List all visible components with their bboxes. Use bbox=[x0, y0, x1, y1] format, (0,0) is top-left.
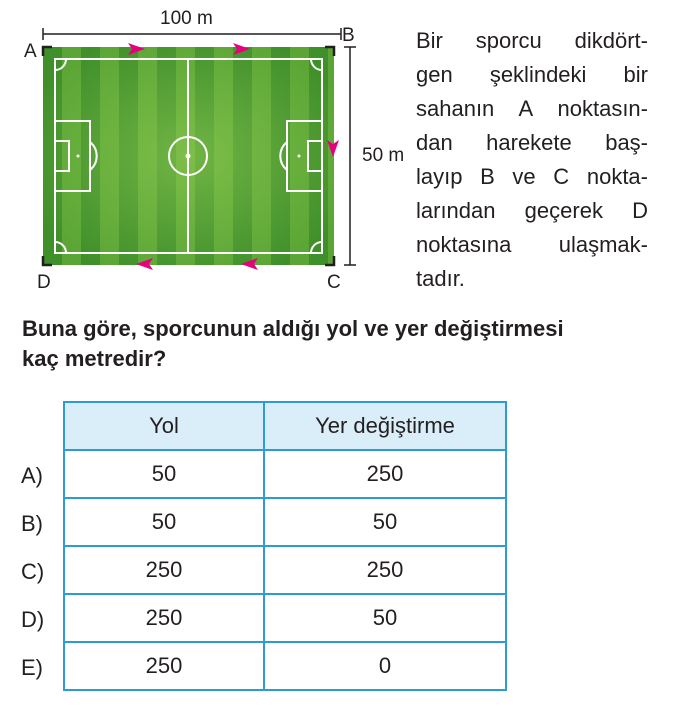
width-label: 100 m bbox=[160, 8, 213, 29]
table-row[interactable] bbox=[64, 498, 506, 546]
corner-label-d: D bbox=[37, 272, 51, 293]
option-letter-a[interactable]: A) bbox=[21, 463, 43, 488]
paragraph-line: tadır. bbox=[416, 266, 465, 291]
paragraph-line: sahanın A noktasın- bbox=[416, 96, 648, 121]
corner-label-c: C bbox=[327, 272, 341, 293]
option-letter-b[interactable]: B) bbox=[21, 511, 43, 536]
table-row[interactable] bbox=[64, 546, 506, 594]
paragraph-line: noktasına ulaşmak- bbox=[416, 232, 648, 257]
cell-yer: 250 bbox=[264, 546, 506, 594]
table-header-row bbox=[64, 402, 506, 450]
cell-yol: 50 bbox=[64, 498, 264, 546]
cell-yer: 50 bbox=[264, 498, 506, 546]
cell-yer: 50 bbox=[264, 594, 506, 642]
option-letter-c[interactable]: C) bbox=[21, 559, 45, 584]
field-figure bbox=[0, 0, 420, 300]
option-letter-e[interactable]: E) bbox=[21, 655, 43, 680]
cell-yer: 250 bbox=[264, 450, 506, 498]
paragraph-line: layıp B ve C nokta- bbox=[416, 164, 648, 189]
option-letter-d[interactable]: D) bbox=[21, 607, 45, 632]
cell-yol: 250 bbox=[64, 642, 264, 690]
cell-yol: 50 bbox=[64, 450, 264, 498]
table-row[interactable] bbox=[64, 594, 506, 642]
paragraph-line: Bir sporcu dikdört- bbox=[416, 28, 648, 53]
cell-yol: 250 bbox=[64, 594, 264, 642]
question-line: Buna göre, sporcunun aldığı yol ve yer değiştirmesi bbox=[22, 316, 564, 341]
option-letters bbox=[21, 452, 57, 692]
question-line: kaç metredir? bbox=[22, 346, 167, 371]
table-row[interactable] bbox=[64, 642, 506, 690]
football-field-diagram bbox=[0, 0, 420, 300]
question-text bbox=[22, 314, 672, 374]
cell-yer: 0 bbox=[264, 642, 506, 690]
paragraph-line: dan harekete baş- bbox=[416, 130, 648, 155]
paragraph-line: gen şeklindeki bir bbox=[416, 62, 648, 87]
paragraph-line: larından geçerek D bbox=[416, 198, 648, 223]
header-yol: Yol bbox=[64, 402, 264, 450]
corner-label-a: A bbox=[24, 41, 37, 62]
height-label: 50 m bbox=[362, 145, 405, 166]
options-table bbox=[63, 401, 507, 691]
table-row[interactable] bbox=[64, 450, 506, 498]
corner-label-b: B bbox=[342, 25, 355, 46]
problem-paragraph bbox=[416, 24, 648, 296]
cell-yol: 250 bbox=[64, 546, 264, 594]
header-yer-degistirme: Yer değiştirme bbox=[264, 402, 506, 450]
